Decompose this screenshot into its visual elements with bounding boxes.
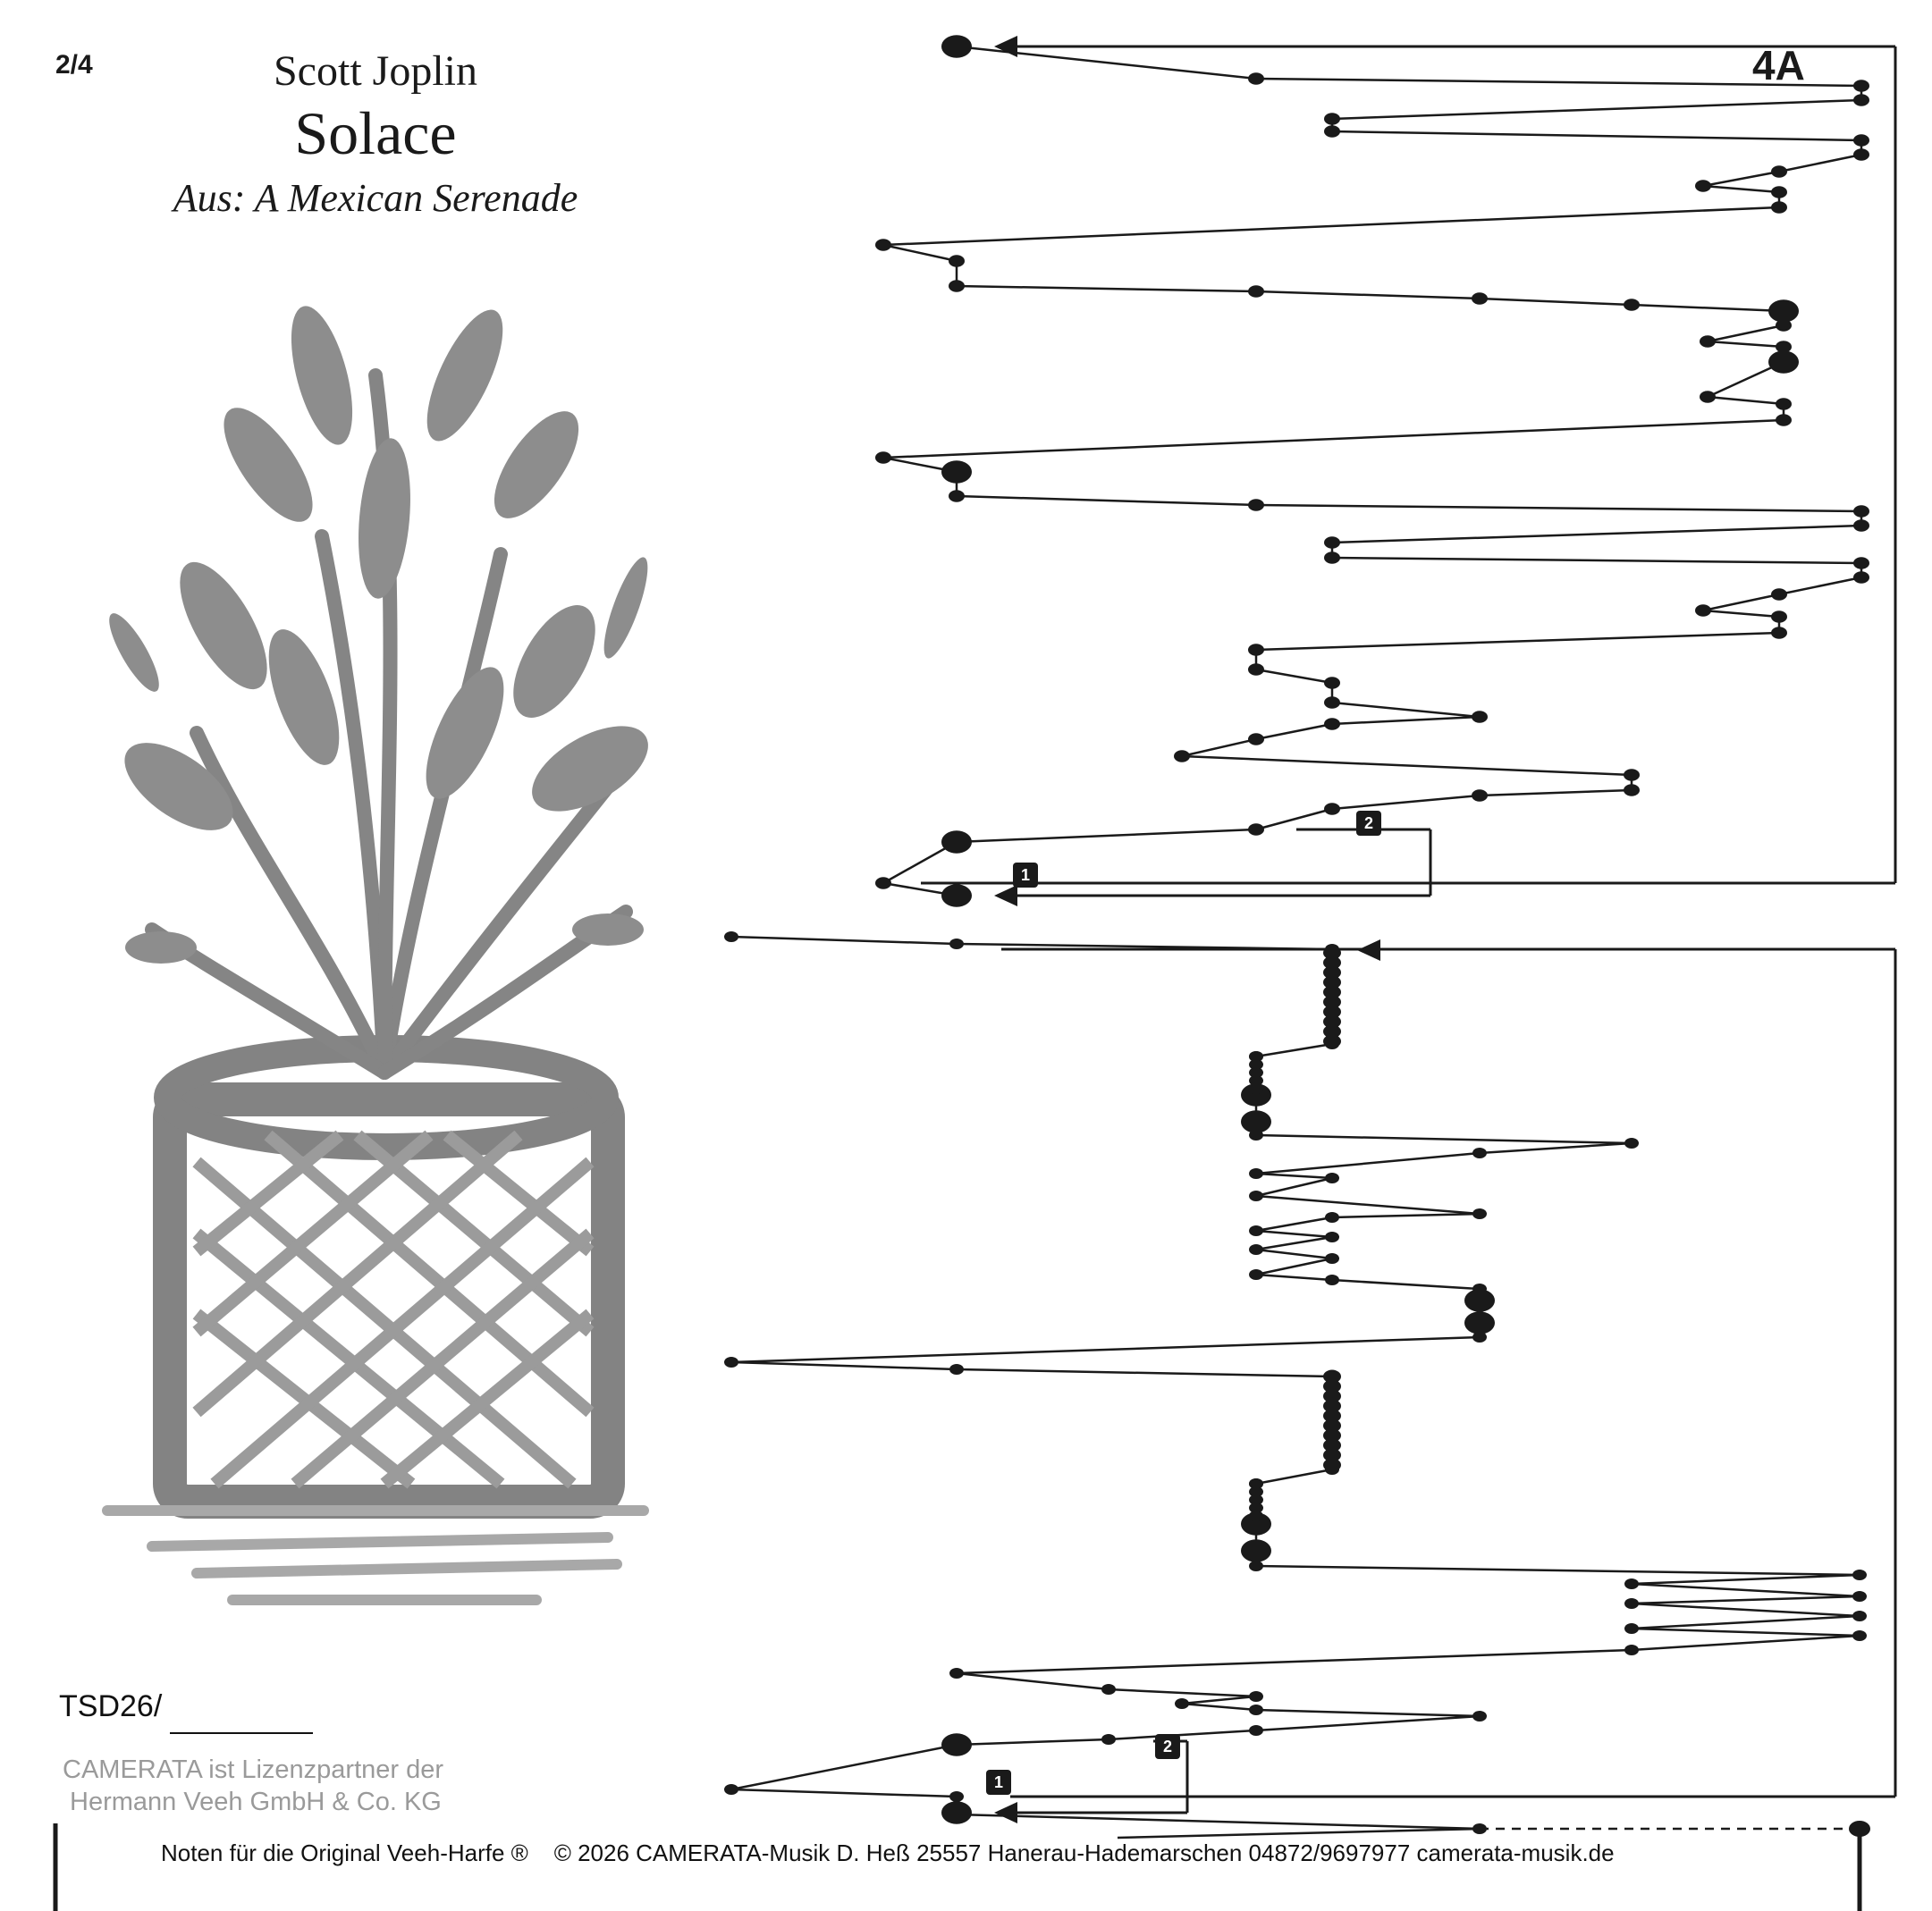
license-line-2: Hermann Veeh GmbH & Co. KG: [70, 1788, 442, 1816]
note-head: [1853, 148, 1869, 161]
section-label: 4A: [1752, 42, 1805, 88]
note-connector: [1632, 1629, 1860, 1636]
note-head: [724, 931, 738, 942]
note-connector: [731, 1789, 957, 1797]
note-connector: [1256, 1231, 1332, 1237]
note-connector: [957, 46, 1256, 79]
note-head: [1249, 1561, 1263, 1571]
repeat-marker-2-top: 2: [1356, 811, 1381, 836]
note-head: [1325, 1232, 1339, 1242]
note-connector: [1332, 796, 1480, 809]
note-connector: [1256, 1566, 1860, 1575]
repeat-marker-1-top: 1: [1013, 863, 1038, 888]
note-head: [1324, 696, 1340, 709]
note-connector: [957, 1739, 1109, 1745]
note-head: [1700, 335, 1716, 348]
note-head: [1624, 1578, 1639, 1589]
note-head: [1771, 610, 1787, 623]
note-head: [1248, 644, 1264, 656]
note-head: [1768, 350, 1799, 374]
note-connector: [1708, 325, 1784, 341]
note-head: [1464, 1289, 1495, 1312]
note-connector: [957, 1369, 1332, 1376]
note-connector: [1256, 1259, 1332, 1275]
note-connector: [1632, 305, 1784, 311]
note-connector: [1332, 558, 1861, 563]
note-connector: [1632, 1604, 1860, 1616]
note-head: [1472, 1208, 1487, 1219]
note-connector: [1256, 79, 1861, 86]
note-head: [1472, 711, 1488, 723]
note-head: [1768, 299, 1799, 323]
note-head: [1624, 769, 1640, 781]
note-connector: [1256, 1716, 1480, 1730]
note-connector: [1109, 1730, 1256, 1739]
note-connector: [1256, 1196, 1480, 1214]
note-connector: [1332, 703, 1480, 717]
note-connector: [1632, 1636, 1860, 1650]
note-connector: [1480, 1143, 1632, 1153]
note-head: [1472, 292, 1488, 305]
song-subtitle: Aus: A Mexican Serenade: [173, 176, 578, 220]
note-head: [941, 1801, 972, 1824]
note-head: [941, 830, 972, 854]
note-head: [1324, 677, 1340, 689]
note-head: [1249, 1705, 1263, 1715]
order-number-blank: [170, 1732, 313, 1734]
note-head: [875, 239, 891, 251]
note-connector: [957, 496, 1256, 505]
note-connector: [957, 1650, 1632, 1673]
note-head: [1624, 1645, 1639, 1655]
note-head: [1241, 1539, 1271, 1562]
license-line-1: CAMERATA ist Lizenzpartner der: [63, 1755, 444, 1784]
note-head: [1324, 536, 1340, 549]
note-head: [1695, 180, 1711, 192]
note-head: [1248, 663, 1264, 676]
note-connector: [1256, 809, 1332, 829]
note-head: [1771, 201, 1787, 214]
note-head: [1323, 1035, 1341, 1048]
note-head: [949, 939, 964, 949]
note-head: [1248, 733, 1264, 745]
note-connector: [1256, 1135, 1632, 1143]
note-connector: [1182, 1696, 1256, 1704]
order-number: TSD26/: [59, 1689, 163, 1723]
note-head: [1700, 391, 1716, 403]
note-connector: [957, 286, 1256, 291]
note-connector: [1256, 1153, 1480, 1174]
note-head: [1771, 588, 1787, 601]
note-head: [1249, 1725, 1263, 1736]
note-connector: [1332, 1280, 1480, 1289]
note-connector: [1703, 610, 1779, 617]
note-connector: [1256, 505, 1861, 511]
note-head: [941, 1733, 972, 1756]
note-connector: [731, 1745, 957, 1789]
note-head: [1776, 398, 1792, 410]
note-head: [1853, 557, 1869, 569]
note-connector: [1332, 526, 1861, 543]
note-head: [941, 460, 972, 484]
note-head: [1174, 750, 1190, 762]
composer-name: Scott Joplin: [273, 47, 478, 95]
note-head: [941, 35, 972, 58]
note-connector: [1182, 739, 1256, 756]
note-connector: [1632, 1584, 1860, 1596]
note-connector: [1256, 724, 1332, 739]
note-head: [949, 1668, 964, 1679]
note-connector: [1703, 172, 1779, 186]
note-connector: [883, 420, 1784, 458]
note-connector: [1256, 291, 1480, 299]
note-head: [1249, 1225, 1263, 1236]
note-head: [1248, 499, 1264, 511]
note-head: [1324, 803, 1340, 815]
note-head: [1853, 505, 1869, 518]
note-head: [1249, 1191, 1263, 1201]
note-connector: [1256, 1250, 1332, 1259]
note-head: [1472, 1148, 1487, 1158]
note-connector: [957, 829, 1256, 842]
note-head: [1624, 1138, 1639, 1149]
note-connector: [1632, 1616, 1860, 1629]
note-head: [1853, 571, 1869, 584]
note-head: [1472, 789, 1488, 802]
note-connector: [731, 1362, 957, 1369]
note-head: [1324, 125, 1340, 138]
note-head: [1853, 519, 1869, 532]
note-head: [1248, 285, 1264, 298]
note-head: [1695, 604, 1711, 617]
note-connector: [1632, 1596, 1860, 1604]
note-connector: [1256, 1469, 1332, 1484]
note-connector: [1182, 756, 1632, 775]
note-head: [1248, 72, 1264, 85]
note-connector: [1182, 1704, 1256, 1710]
note-connector: [957, 1673, 1109, 1689]
note-head: [1324, 718, 1340, 730]
note-head: [724, 1784, 738, 1795]
note-connector: [1256, 1237, 1332, 1250]
arrow-head: [994, 36, 1017, 57]
note-connector: [1256, 1174, 1332, 1178]
note-connector: [1332, 1214, 1480, 1217]
note-head: [1249, 1691, 1263, 1702]
note-head: [1249, 1083, 1263, 1094]
note-connector: [1256, 1275, 1332, 1280]
note-connector: [1256, 1178, 1332, 1196]
note-head: [1771, 165, 1787, 178]
note-head: [1241, 1110, 1271, 1133]
note-head: [1853, 134, 1869, 147]
note-head: [1776, 414, 1792, 426]
note-head: [1325, 1253, 1339, 1264]
note-connector: [1703, 594, 1779, 610]
note-connector: [1779, 155, 1861, 172]
note-head: [1101, 1684, 1116, 1695]
note-head: [875, 451, 891, 464]
note-head: [949, 1791, 964, 1802]
note-connector: [883, 245, 957, 261]
note-head: [949, 280, 965, 292]
note-connector: [1332, 717, 1480, 724]
note-head: [1771, 186, 1787, 198]
note-head: [1323, 1459, 1341, 1472]
note-head: [949, 1364, 964, 1375]
note-head: [1249, 1511, 1263, 1521]
note-head: [1325, 1173, 1339, 1183]
note-connector: [1708, 397, 1784, 404]
note-head: [1324, 113, 1340, 125]
note-head: [949, 490, 965, 502]
note-connector: [1708, 341, 1784, 347]
note-head: [1852, 1630, 1867, 1641]
note-head: [724, 1357, 738, 1368]
note-connector: [1480, 790, 1632, 796]
note-head: [1624, 784, 1640, 796]
arrow-head: [994, 885, 1017, 906]
note-head: [1325, 1275, 1339, 1285]
note-connector: [1256, 1044, 1332, 1057]
note-head: [1324, 551, 1340, 564]
note-connector: [1256, 1710, 1480, 1716]
note-head: [1325, 1212, 1339, 1223]
note-connector: [731, 1337, 1480, 1362]
note-connector: [1256, 1217, 1332, 1231]
note-head: [1852, 1570, 1867, 1580]
note-head: [1249, 1244, 1263, 1255]
repeat-marker-1-bottom: 1: [986, 1770, 1011, 1795]
note-head: [1248, 823, 1264, 836]
repeat-marker-2-bottom: 2: [1155, 1734, 1180, 1759]
note-head: [1624, 1598, 1639, 1609]
note-connector: [1256, 669, 1332, 683]
note-connector: [883, 207, 1779, 245]
note-head: [1771, 627, 1787, 639]
note-connector: [731, 937, 957, 944]
footer-copyright: Noten für die Original Veeh-Harfe ® © 2026 CAMERATA-Musik D. Heß 25557 Hanerau-Hademarschen 04872/9697977 camerata-musik.de: [161, 1839, 1615, 1866]
song-title: Solace: [294, 99, 457, 167]
note-head: [875, 877, 891, 889]
note-connector: [1109, 1689, 1256, 1696]
note-head: [1472, 1711, 1487, 1722]
note-connector: [1118, 1829, 1480, 1838]
note-connector: [1480, 299, 1632, 305]
note-connector: [1332, 131, 1861, 140]
page-number: 2/4: [55, 50, 93, 80]
note-head: [1249, 1269, 1263, 1280]
note-head: [1852, 1611, 1867, 1621]
note-head: [949, 255, 965, 267]
note-connector: [957, 1814, 1480, 1829]
note-connector: [1779, 577, 1861, 594]
note-head: [1853, 80, 1869, 92]
note-connector: [1256, 633, 1779, 650]
note-head: [1624, 1623, 1639, 1634]
note-head: [1464, 1311, 1495, 1334]
note-connector: [1632, 1575, 1860, 1584]
note-head: [1853, 94, 1869, 106]
note-head: [1852, 1591, 1867, 1602]
note-head: [1249, 1168, 1263, 1179]
note-head: [1101, 1734, 1116, 1745]
note-head: [1175, 1698, 1189, 1709]
note-head: [941, 884, 972, 907]
note-connector: [1332, 100, 1861, 119]
note-head: [1624, 299, 1640, 311]
note-connector: [1703, 186, 1779, 192]
